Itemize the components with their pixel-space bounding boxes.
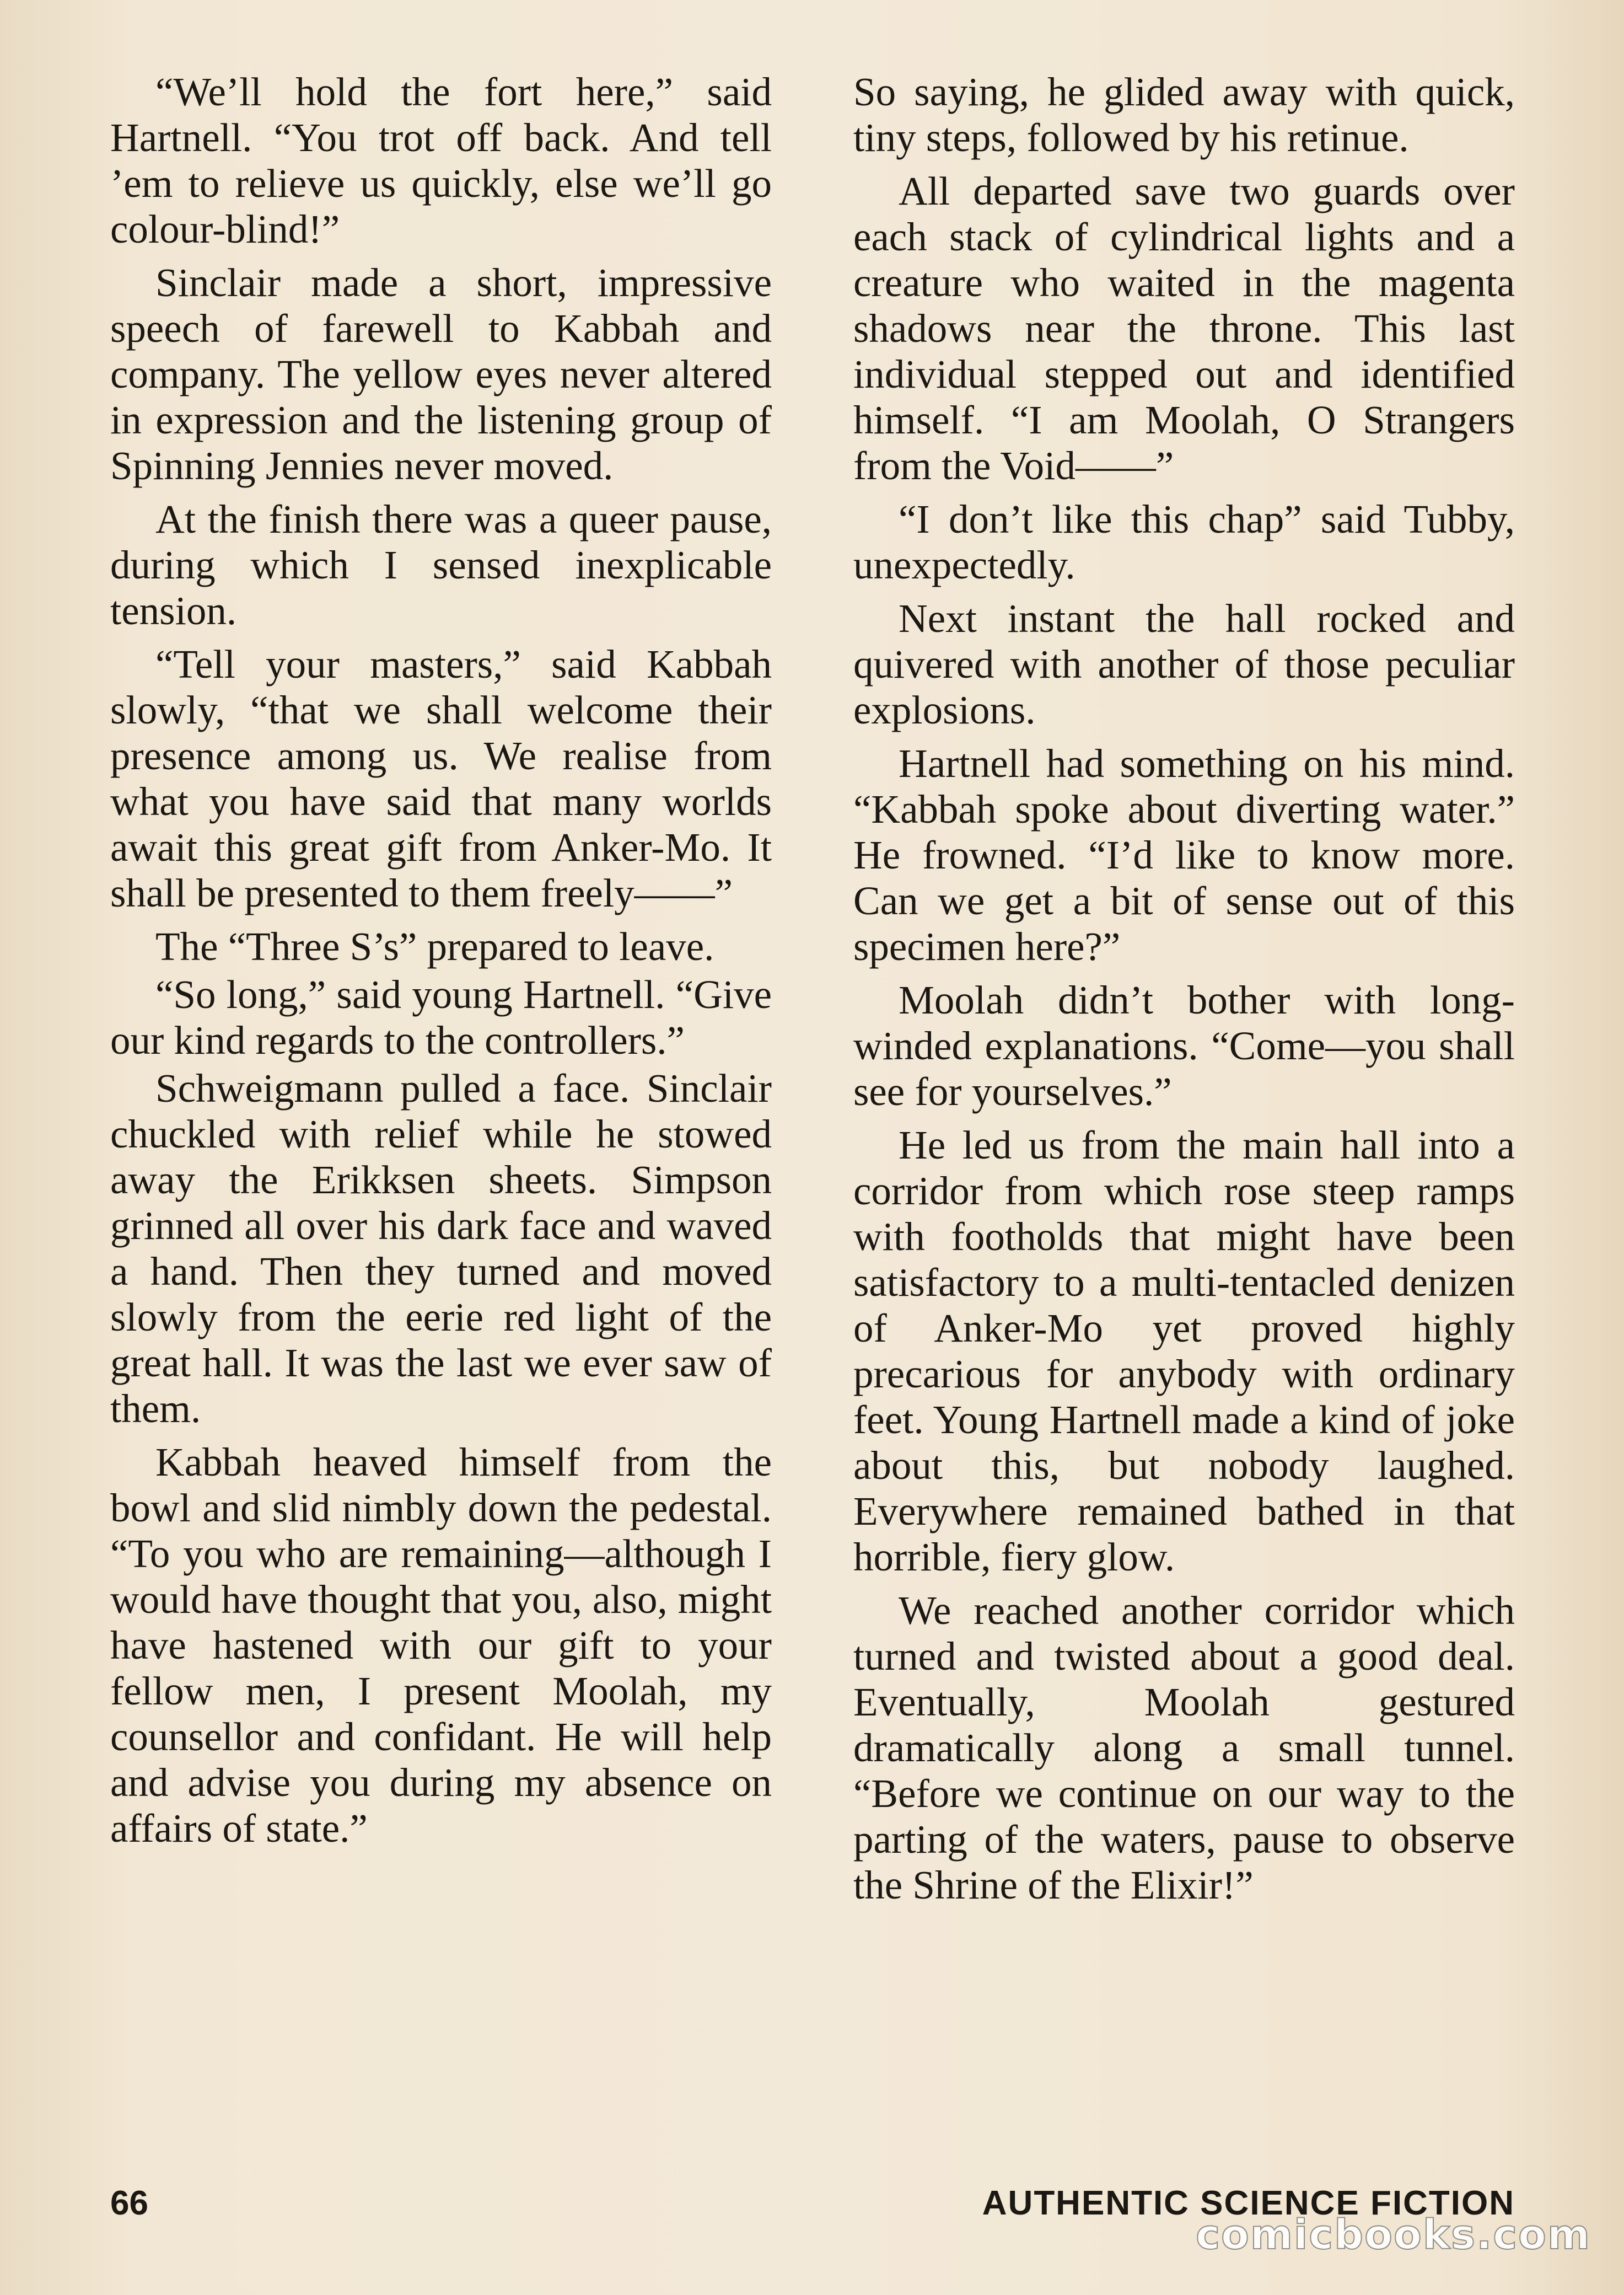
right-text-column bbox=[853, 69, 1515, 2164]
left-text-column bbox=[110, 69, 772, 2164]
paragraph: Hartnell had something on his mind. “Kabbah spoke about diverting water.” He frowned. “I’d like to know more. Can we get a bit of sense out of this specimen here?” bbox=[853, 741, 1515, 969]
paragraph: “We’ll hold the fort here,” said Hartnell. “You trot off back. And tell ’em to relieve us quickly, else we’ll go colour-blind!” bbox=[110, 69, 772, 251]
paragraph: Moolah didn’t bother with long-winded explanations. “Come—you shall see for yourselves.” bbox=[853, 978, 1515, 1114]
running-title: AUTHENTIC SCIENCE FICTION bbox=[982, 2184, 1515, 2222]
paragraph: Schweigmann pulled a face. Sinclair chuckled with relief while he stowed away the Erikksen sheets. Simpson grinned all over his dark face and waved a hand. Then they turned and moved slowly from the eerie red light of the great hall. It was the last we ever saw of them. bbox=[110, 1066, 772, 1431]
paragraph: Kabbah heaved himself from the bowl and slid nimbly down the pedestal. “To you who are remaining—although I would have thought that you, also, might have hastened with our gift to your fellow men, I present Moolah, my counsellor and confidant. He will help and advise you during my absence on affairs of state.” bbox=[110, 1440, 772, 1851]
paragraph: “Tell your masters,” said Kabbah slowly, “that we shall welcome their presence among us. We realise from what you have said that many worlds await this great gift from Anker-Mo. It shall be presented to them freely——” bbox=[110, 642, 772, 915]
paragraph: He led us from the main hall into a corridor from which rose steep ramps with footholds that might have been satisfactory to a multi-tentacled denizen of Anker-Mo yet proved highly precarious for anybody with ordinary feet. Young Hartnell made a kind of joke about this, but nobody laughed. Everywhere remained bathed in that horrible, fiery glow. bbox=[853, 1123, 1515, 1579]
paragraph: Next instant the hall rocked and quivered with another of those peculiar explosions. bbox=[853, 596, 1515, 732]
paragraph: We reached another corridor which turned and twisted about a good deal. Eventually, Moolah gestured dramatically along a small tunnel. “Before we continue on our way to the parting of the waters, pause to observe the Shrine of the Elixir!” bbox=[853, 1588, 1515, 1907]
paragraph: “So long,” said young Hartnell. “Give our kind regards to the controllers.” bbox=[110, 972, 772, 1063]
paragraph: Sinclair made a short, impressive speech of farewell to Kabbah and company. The yellow eyes never altered in expression and the listening group of Spinning Jennies never moved. bbox=[110, 260, 772, 488]
paragraph: At the finish there was a queer pause, during which I sensed inexplicable tension. bbox=[110, 497, 772, 633]
paragraph: “I don’t like this chap” said Tubby, unexpectedly. bbox=[853, 497, 1515, 587]
paragraph: The “Three S’s” prepared to leave. bbox=[155, 924, 714, 969]
watermark: comicbooks.com bbox=[1196, 2211, 1591, 2259]
page-number: 66 bbox=[110, 2184, 148, 2222]
paragraph: So saying, he glided away with quick, tiny steps, followed by his retinue. bbox=[853, 69, 1515, 160]
paragraph: All departed save two guards over each stack of cylindrical lights and a creature who waited in the magenta shadows near the throne. This last individual stepped out and identified himself. “I am Moolah, O Strangers from the Void——” bbox=[853, 169, 1515, 488]
